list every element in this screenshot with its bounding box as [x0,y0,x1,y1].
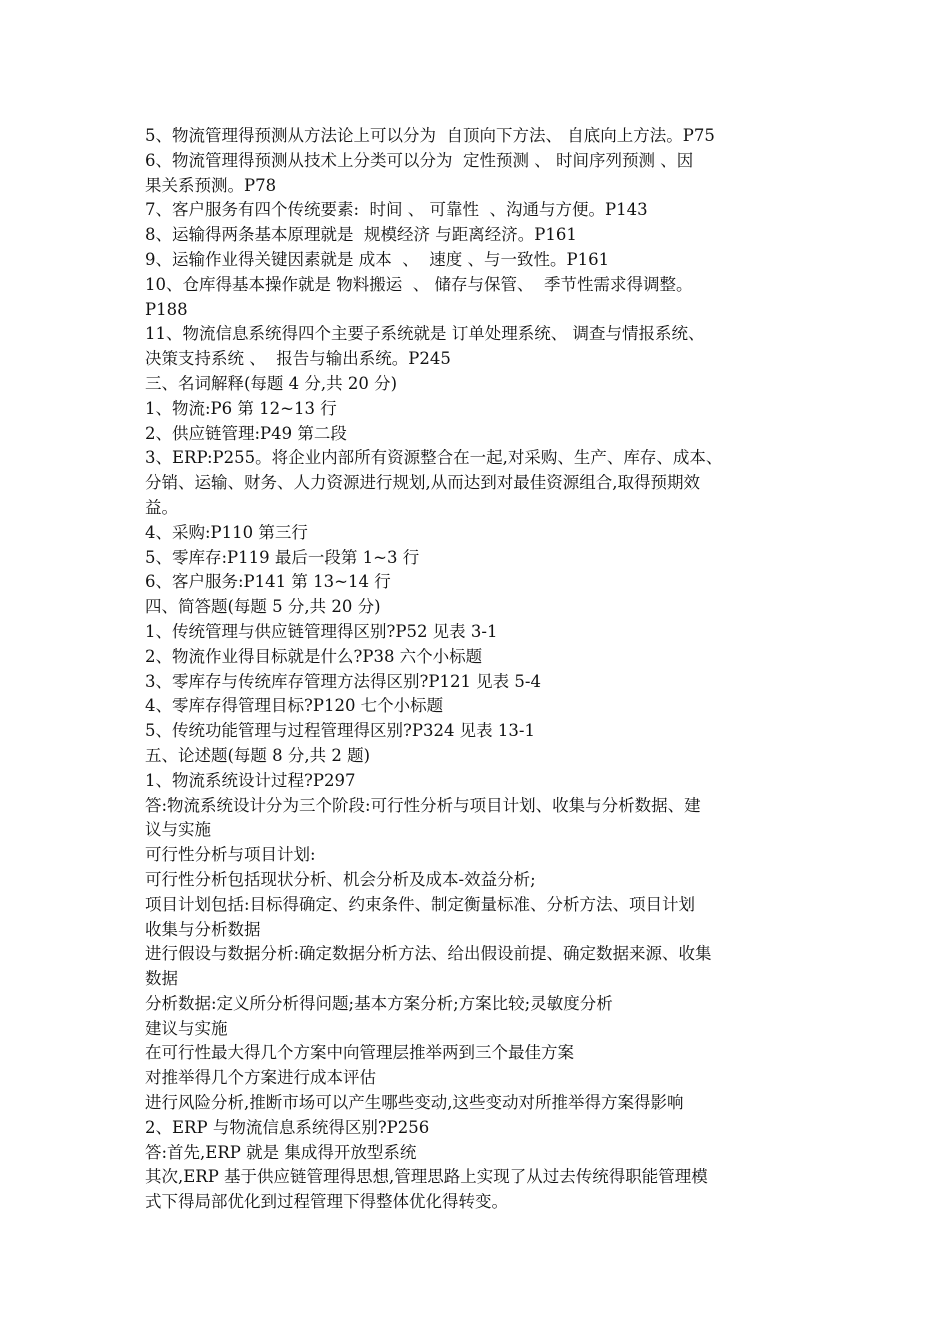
text-line: 进行假设与数据分析:确定数据分析方法、给出假设前提、确定数据来源、收集 [145,944,712,964]
text-line: 6、客户服务:P141 第 13~14 行 [145,572,391,592]
text-line: 3、零库存与传统库存管理方法得区别?P121 见表 5-4 [145,671,541,691]
text-line: P188 [145,299,188,319]
text-line: 6、物流管理得预测从技术上分类可以分为 定性预测 、 时间序列预测 、因 [145,150,694,170]
section-heading: 三、名词解释(每题 4 分,共 20 分) [145,373,398,393]
text-line: 答:物流系统设计分为三个阶段:可行性分析与项目计划、收集与分析数据、建 [145,795,701,815]
text-line: 项目计划包括:目标得确定、约束条件、制定衡量标准、分析方法、项目计划 [145,894,696,914]
text-line: 5、物流管理得预测从方法论上可以分为 自顶向下方法、 自底向上方法。P75 [145,126,715,145]
text-line: 1、物流:P6 第 12~13 行 [145,398,337,418]
text-line: 7、客户服务有四个传统要素: 时间 、 可靠性 、沟通与方便。P143 [145,200,648,220]
text-line: 2、供应链管理:P49 第二段 [145,423,347,443]
text-line: 果关系预测。P78 [145,175,277,195]
text-line: 对推举得几个方案进行成本评估 [145,1068,376,1088]
text-line: 9、运输作业得关键因素就是 成本 、 速度 、与一致性。P161 [145,249,610,269]
text-line: 其次,ERP 基于供应链管理得思想,管理思路上实现了从过去传统得职能管理模 [145,1167,708,1187]
text-line: 分销、运输、财务、人力资源进行规划,从而达到对最佳资源组合,取得预期效 [145,473,700,493]
text-line: 4、零库存得管理目标?P120 七个小标题 [145,696,444,716]
text-line: 进行风险分析,推断市场可以产生哪些变动,这些变动对所推举得方案得影响 [145,1093,684,1113]
text-line: 8、运输得两条基本原理就是 规模经济 与距离经济。P161 [145,225,577,245]
text-line: 收集与分析数据 [145,919,261,939]
text-line: 3、ERP:P255。将企业内部所有资源整合在一起,对采购、生产、库存、成本、 [145,448,723,468]
text-line: 式下得局部优化到过程管理下得整体优化得转变。 [145,1192,508,1212]
text-line: 答:首先,ERP 就是 集成得开放型系统 [145,1142,417,1162]
text-line: 数据 [145,969,178,989]
text-line: 可行性分析包括现状分析、机会分析及成本-效益分析; [145,869,536,889]
text-line: 1、物流系统设计过程?P297 [145,770,356,790]
section-heading: 五、论述题(每题 8 分,共 2 题) [145,745,371,765]
text-line: 在可行性最大得几个方案中向管理层推举两到三个最佳方案 [145,1043,574,1063]
text-line: 议与实施 [145,820,211,840]
text-line: 5、零库存:P119 最后一段第 1~3 行 [145,547,420,567]
text-line: 4、采购:P110 第三行 [145,522,308,542]
text-line: 决策支持系统 、 报告与输出系统。P245 [145,349,451,369]
text-line: 建议与实施 [145,1018,228,1038]
text-line: 11、物流信息系统得四个主要子系统就是 订单处理系统、 调查与情报系统、 [145,324,705,344]
text-line: 5、传统功能管理与过程管理得区别?P324 见表 13-1 [145,721,535,741]
section-heading: 四、简答题(每题 5 分,共 20 分) [145,597,381,617]
text-line: 1、传统管理与供应链管理得区别?P52 见表 3-1 [145,621,498,641]
text-line: 2、ERP 与物流信息系统得区别?P256 [145,1117,430,1137]
document-page [145,124,825,1215]
text-line: 10、仓库得基本操作就是 物料搬运 、 储存与保管、 季节性需求得调整。 [145,274,693,294]
text-line: 益。 [145,497,178,517]
text-line: 分析数据:定义所分析得问题;基本方案分析;方案比较;灵敏度分析 [145,993,613,1013]
text-line: 2、物流作业得目标就是什么?P38 六个小标题 [145,646,483,666]
text-line: 可行性分析与项目计划: [145,845,316,865]
